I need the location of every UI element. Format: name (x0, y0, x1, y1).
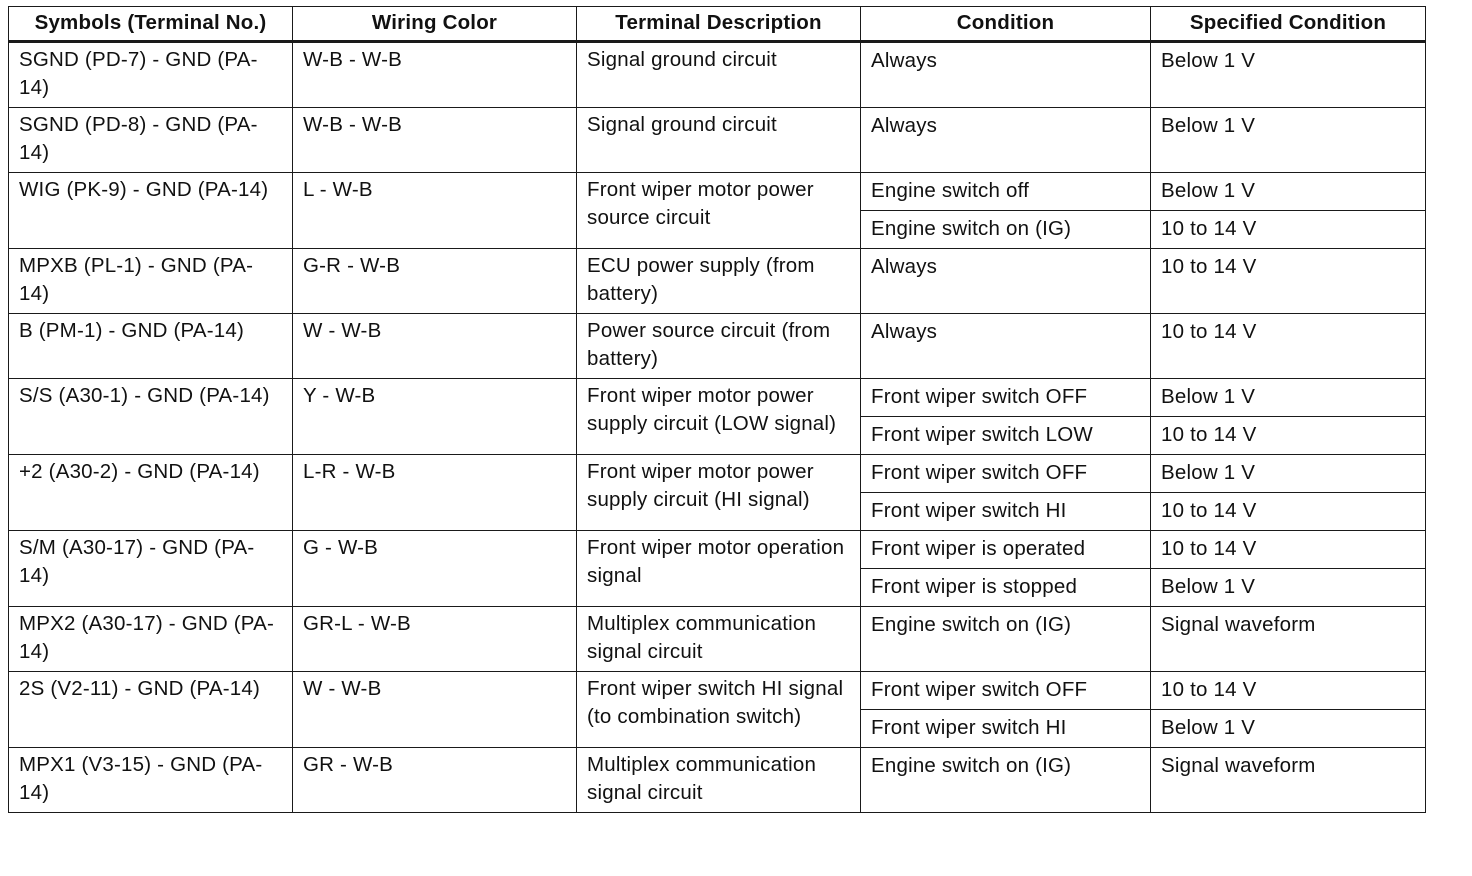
header-symbols: Symbols (Terminal No.) (9, 7, 293, 42)
wiring-color-cell: W - W-B (293, 672, 577, 748)
condition-cell: Always (861, 249, 1151, 314)
wiring-color-cell: W - W-B (293, 314, 577, 379)
terminal-description-cell: Signal ground circuit (577, 108, 861, 173)
condition-cell: Front wiper switch OFF (861, 455, 1151, 493)
wiring-color-cell: Y - W-B (293, 379, 577, 455)
terminal-description-cell: ECU power supply (from battery) (577, 249, 861, 314)
symbol-cell: +2 (A30-2) - GND (PA-14) (9, 455, 293, 531)
table-row (9, 607, 1426, 672)
specified-condition-cell: Signal waveform (1151, 748, 1426, 813)
table-row (9, 314, 1426, 379)
table-row (9, 531, 1426, 569)
condition-cell: Front wiper is operated (861, 531, 1151, 569)
wiring-color-cell: L-R - W-B (293, 455, 577, 531)
terminal-description-cell: Power source circuit (from battery) (577, 314, 861, 379)
terminal-description-cell: Front wiper motor operation signal (577, 531, 861, 607)
symbol-cell: SGND (PD-7) - GND (PA-14) (9, 42, 293, 108)
symbol-cell: MPX1 (V3-15) - GND (PA-14) (9, 748, 293, 813)
condition-cell: Engine switch on (IG) (861, 748, 1151, 813)
specified-condition-cell: 10 to 14 V (1151, 417, 1426, 455)
condition-cell: Always (861, 108, 1151, 173)
condition-cell: Front wiper switch HI (861, 710, 1151, 748)
condition-cell: Front wiper switch LOW (861, 417, 1151, 455)
symbol-cell: S/M (A30-17) - GND (PA-14) (9, 531, 293, 607)
terminal-description-cell: Front wiper motor power supply circuit (HI signal) (577, 455, 861, 531)
specified-condition-cell: 10 to 14 V (1151, 672, 1426, 710)
specified-condition-cell: Below 1 V (1151, 379, 1426, 417)
wiring-color-cell: W-B - W-B (293, 42, 577, 108)
terminal-description-cell: Front wiper switch HI signal (to combination switch) (577, 672, 861, 748)
specified-condition-cell: Signal waveform (1151, 607, 1426, 672)
specified-condition-cell: Below 1 V (1151, 42, 1426, 108)
symbol-cell: MPXB (PL-1) - GND (PA-14) (9, 249, 293, 314)
table-body (9, 42, 1426, 813)
wiring-color-cell: G - W-B (293, 531, 577, 607)
table-header-row (9, 7, 1426, 42)
table-row (9, 379, 1426, 417)
condition-cell: Engine switch on (IG) (861, 607, 1151, 672)
terminal-description-cell: Signal ground circuit (577, 42, 861, 108)
terminal-inspection-table (8, 6, 1426, 813)
terminal-description-cell: Front wiper motor power supply circuit (LOW signal) (577, 379, 861, 455)
header-condition: Condition (861, 7, 1151, 42)
header-terminal-description: Terminal Description (577, 7, 861, 42)
wiring-color-cell: W-B - W-B (293, 108, 577, 173)
terminal-description-cell: Multiplex communication signal circuit (577, 607, 861, 672)
header-specified-condition: Specified Condition (1151, 7, 1426, 42)
header-wiring-color: Wiring Color (293, 7, 577, 42)
symbol-cell: MPX2 (A30-17) - GND (PA-14) (9, 607, 293, 672)
table-row (9, 455, 1426, 493)
condition-cell: Engine switch off (861, 173, 1151, 211)
specified-condition-cell: Below 1 V (1151, 710, 1426, 748)
condition-cell: Front wiper switch OFF (861, 672, 1151, 710)
specified-condition-cell: Below 1 V (1151, 108, 1426, 173)
specified-condition-cell: Below 1 V (1151, 455, 1426, 493)
wiring-color-cell: G-R - W-B (293, 249, 577, 314)
table-row (9, 108, 1426, 173)
symbol-cell: B (PM-1) - GND (PA-14) (9, 314, 293, 379)
specified-condition-cell: 10 to 14 V (1151, 249, 1426, 314)
symbol-cell: WIG (PK-9) - GND (PA-14) (9, 173, 293, 249)
specified-condition-cell: 10 to 14 V (1151, 531, 1426, 569)
table-row (9, 42, 1426, 108)
symbol-cell: S/S (A30-1) - GND (PA-14) (9, 379, 293, 455)
table-row (9, 748, 1426, 813)
condition-cell: Always (861, 42, 1151, 108)
symbol-cell: SGND (PD-8) - GND (PA-14) (9, 108, 293, 173)
specified-condition-cell: 10 to 14 V (1151, 314, 1426, 379)
condition-cell: Front wiper switch OFF (861, 379, 1151, 417)
condition-cell: Always (861, 314, 1151, 379)
wiring-color-cell: L - W-B (293, 173, 577, 249)
terminal-description-cell: Front wiper motor power source circuit (577, 173, 861, 249)
specified-condition-cell: 10 to 14 V (1151, 211, 1426, 249)
specified-condition-cell: 10 to 14 V (1151, 493, 1426, 531)
condition-cell: Engine switch on (IG) (861, 211, 1151, 249)
table-row (9, 173, 1426, 211)
specified-condition-cell: Below 1 V (1151, 173, 1426, 211)
terminal-description-cell: Multiplex communication signal circuit (577, 748, 861, 813)
symbol-cell: 2S (V2-11) - GND (PA-14) (9, 672, 293, 748)
terminal-table-container (8, 6, 1426, 813)
wiring-color-cell: GR-L - W-B (293, 607, 577, 672)
condition-cell: Front wiper is stopped (861, 569, 1151, 607)
table-row (9, 249, 1426, 314)
wiring-color-cell: GR - W-B (293, 748, 577, 813)
condition-cell: Front wiper switch HI (861, 493, 1151, 531)
table-row (9, 672, 1426, 710)
specified-condition-cell: Below 1 V (1151, 569, 1426, 607)
